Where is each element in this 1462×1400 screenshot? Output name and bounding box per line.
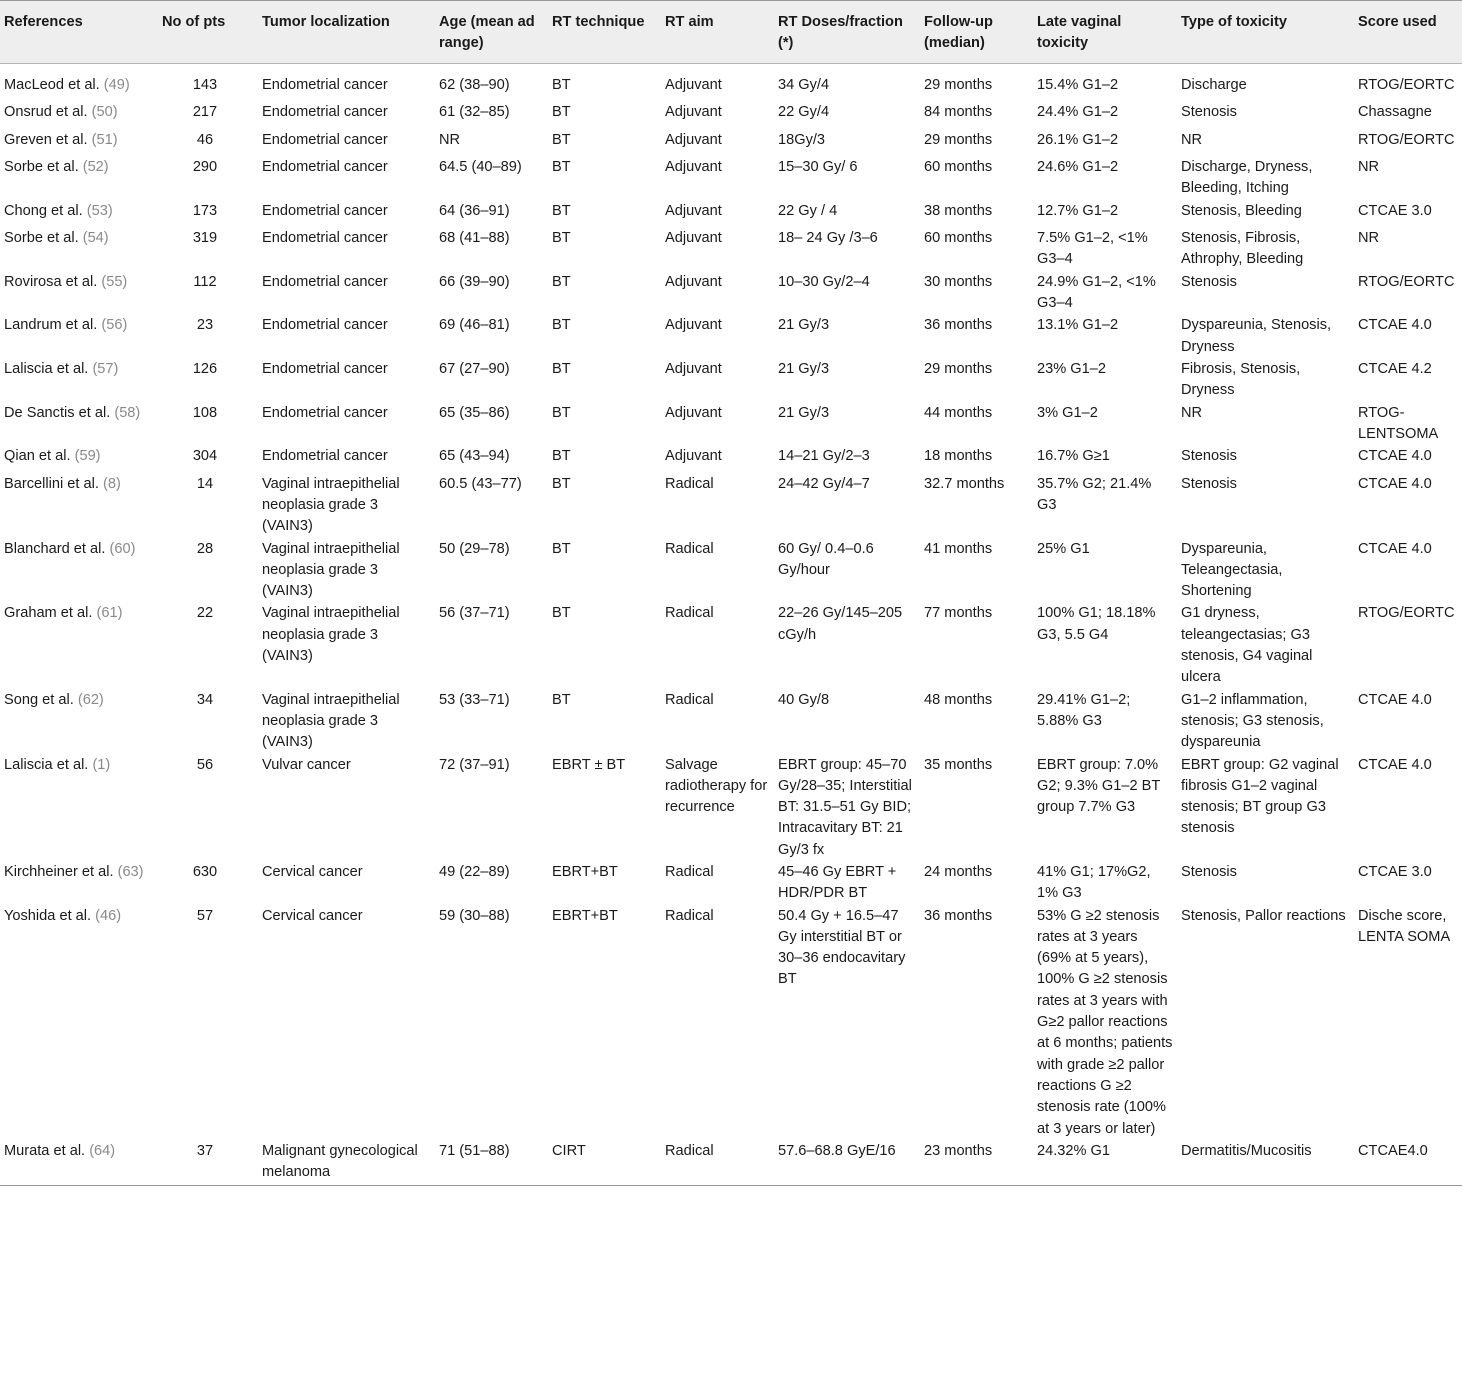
patients-cell: 173: [192, 202, 218, 219]
rt-doses-cell: 14–21 Gy/2–3: [778, 448, 870, 465]
rt-aim-cell: Radical: [665, 691, 714, 708]
toxicity-type-cell: Dyspareunia, Stenosis, Dryness: [1181, 317, 1332, 355]
late-toxicity-cell: 24.32% G1: [1033, 1140, 1177, 1186]
patients-cell: 22: [196, 605, 214, 622]
age-cell: 49 (22–89): [439, 864, 510, 880]
rt-technique-cell: BT: [552, 404, 571, 421]
reference-authors: Greven et al.: [4, 131, 88, 148]
score-cell: CTCAE 4.0: [1358, 540, 1432, 557]
score-cell: CTCAE 3.0: [1358, 202, 1432, 219]
patients-cell: 23: [196, 317, 214, 334]
patients-cell: 57: [196, 907, 214, 924]
reference-link[interactable]: (57): [92, 360, 119, 377]
reference-link[interactable]: (60): [109, 540, 136, 557]
reference-link[interactable]: (1): [92, 756, 111, 773]
reference-authors: Chong et al.: [4, 202, 83, 219]
score-cell: CTCAE4.0: [1354, 1140, 1462, 1186]
score-cell: RTOG/EORTC: [1358, 273, 1455, 290]
tumor-localization-cell: Vaginal intraepithelial neoplasia grade 3 (VAIN3): [262, 540, 400, 600]
tumor-localization-cell: Endometrial cancer: [262, 76, 388, 93]
rt-aim-cell: Adjuvant: [665, 76, 722, 93]
rt-doses-cell: 15–30 Gy/ 6: [778, 159, 858, 176]
age-cell: 65 (43–94): [439, 448, 510, 465]
age-cell: 50 (29–78): [439, 540, 510, 557]
reference-link[interactable]: (59): [74, 448, 101, 465]
late-toxicity-cell: 25% G1: [1037, 540, 1090, 557]
rt-aim-cell: Radical: [665, 605, 714, 622]
reference-link[interactable]: (55): [101, 273, 128, 290]
patients-cell: 37: [158, 1140, 258, 1186]
rt-technique-cell: BT: [552, 448, 571, 465]
reference-authors: Kirchheiner et al.: [4, 864, 114, 880]
table-row: [0, 861, 1462, 905]
follow-up-cell: 30 months: [924, 273, 993, 290]
toxicity-type-cell: NR: [1181, 131, 1203, 148]
rt-doses-cell: 21 Gy/3: [778, 404, 830, 421]
toxicity-type-cell: EBRT group: G2 vaginal fibrosis G1–2 vaginal stenosis; BT group G3 stenosis: [1181, 756, 1339, 837]
late-toxicity-cell: 15.4% G1–2: [1037, 76, 1119, 93]
table-row: [0, 445, 1462, 473]
table-header: [0, 1, 1462, 64]
rt-technique-cell: BT: [552, 104, 571, 121]
rt-technique-cell: BT: [552, 360, 571, 377]
reference-authors: Graham et al.: [4, 605, 93, 622]
tumor-localization-cell: Endometrial cancer: [262, 104, 388, 121]
header-late-vaginal-toxicity: Late vaginal toxicity: [1033, 1, 1177, 64]
age-cell: 53 (33–71): [439, 691, 510, 708]
table-row: [0, 129, 1462, 157]
table-body: [0, 63, 1462, 1186]
header-score-used: Score used: [1354, 1, 1462, 64]
rt-doses-cell: 60 Gy/ 0.4–0.6 Gy/hour: [778, 540, 874, 578]
reference-authors: Rovirosa et al.: [4, 273, 98, 290]
tumor-localization-cell: Endometrial cancer: [262, 404, 388, 421]
patients-cell: 14: [196, 475, 214, 492]
follow-up-cell: 60 months: [924, 159, 993, 176]
age-cell: NR: [439, 131, 461, 148]
reference-cell: [0, 689, 158, 754]
score-cell: NR: [1358, 230, 1380, 247]
rt-technique-cell: CIRT: [548, 1140, 661, 1186]
toxicity-type-cell: Stenosis: [1181, 448, 1237, 465]
late-toxicity-cell: 12.7% G1–2: [1037, 202, 1119, 219]
tumor-localization-cell: Cervical cancer: [262, 864, 363, 880]
reference-authors: Blanchard et al.: [4, 540, 106, 557]
rt-aim-cell: Adjuvant: [665, 202, 722, 219]
rt-technique-cell: BT: [552, 475, 571, 492]
follow-up-cell: 29 months: [924, 76, 993, 93]
follow-up-cell: 41 months: [924, 540, 993, 557]
tumor-localization-cell: Endometrial cancer: [262, 317, 388, 334]
toxicity-type-cell: Stenosis: [1181, 475, 1237, 492]
tumor-localization-cell: Endometrial cancer: [262, 360, 388, 377]
rt-doses-cell: 45–46 Gy EBRT + HDR/PDR BT: [778, 864, 897, 902]
table-row: [0, 101, 1462, 129]
score-cell: RTOG-LENTSOMA: [1358, 404, 1439, 442]
late-toxicity-cell: 41% G1; 17%G2, 1% G3: [1037, 864, 1151, 902]
rt-aim-cell: Adjuvant: [665, 360, 722, 377]
late-toxicity-cell: 100% G1; 18.18% G3, 5.5 G4: [1037, 605, 1156, 643]
age-cell: 66 (39–90): [439, 273, 510, 290]
table-row: [0, 271, 1462, 315]
header-no-of-pts: No of pts: [158, 1, 258, 64]
age-cell: 69 (46–81): [439, 317, 510, 334]
toxicity-type-cell: Fibrosis, Stenosis, Dryness: [1181, 360, 1301, 399]
header-rt-aim: RT aim: [661, 1, 774, 64]
reference-link[interactable]: (8): [102, 475, 121, 492]
age-cell: 60.5 (43–77): [439, 475, 522, 492]
rt-aim-cell: Radical: [661, 1140, 774, 1186]
rt-doses-cell: 18– 24 Gy /3–6: [778, 230, 878, 247]
follow-up-cell: 18 months: [924, 448, 993, 465]
score-cell: CTCAE 4.0: [1358, 448, 1432, 465]
follow-up-cell: 84 months: [924, 104, 993, 121]
reference-link[interactable]: (64): [89, 1142, 116, 1159]
toxicity-type-cell: Discharge, Dryness, Bleeding, Itching: [1181, 159, 1313, 197]
header-row: [0, 1, 1462, 64]
reference-authors: Sorbe et al.: [4, 230, 79, 247]
late-toxicity-cell: 53% G ≥2 stenosis rates at 3 years (69% at 5 years), 100% G ≥2 stenosis rates at 3 years with G≥2 pallor reactions at 6 months; patients with grade ≥2 pallor reactions G ≥2 stenosis rate (100% at 3 years or later): [1037, 907, 1173, 1137]
reference-link[interactable]: (56): [101, 317, 128, 334]
score-cell: CTCAE 4.0: [1358, 317, 1432, 334]
late-toxicity-cell: 16.7% G≥1: [1037, 448, 1110, 465]
table-row: [0, 156, 1462, 200]
toxicity-type-cell: Stenosis: [1181, 104, 1237, 121]
reference-cell: [0, 101, 158, 129]
tumor-localization-cell: Endometrial cancer: [262, 230, 388, 247]
toxicity-type-cell: Dyspareunia, Teleangectasia, Shortening: [1181, 540, 1283, 600]
rt-aim-cell: Radical: [665, 864, 714, 880]
score-cell: CTCAE 3.0: [1358, 864, 1432, 880]
reference-link[interactable]: (52): [82, 159, 109, 176]
reference-authors: Landrum et al.: [4, 317, 98, 334]
rt-aim-cell: Salvage radiotherapy for recurrence: [665, 756, 768, 816]
late-toxicity-cell: 26.1% G1–2: [1037, 131, 1119, 148]
follow-up-cell: 38 months: [924, 202, 993, 219]
header-tumor-localization: Tumor localization: [258, 1, 435, 64]
rt-technique-cell: BT: [552, 540, 571, 557]
patients-cell: 28: [196, 540, 214, 557]
score-cell: Chassagne: [1358, 104, 1432, 121]
toxicity-type-cell: Stenosis: [1181, 864, 1237, 880]
tumor-localization-cell: Vulvar cancer: [262, 756, 351, 773]
score-cell: RTOG/EORTC: [1358, 605, 1455, 622]
late-toxicity-cell: 13.1% G1–2: [1037, 317, 1119, 334]
rt-technique-cell: BT: [552, 691, 571, 708]
late-toxicity-cell: 23% G1–2: [1037, 360, 1106, 377]
patients-cell: 143: [192, 76, 218, 93]
patients-cell: 46: [196, 131, 214, 148]
age-cell: 65 (35–86): [439, 404, 510, 421]
reference-link[interactable]: (58): [114, 404, 141, 421]
follow-up-cell: 29 months: [924, 360, 993, 377]
reference-link[interactable]: (51): [91, 131, 118, 148]
score-cell: Dische score, LENTA SOMA: [1358, 907, 1451, 945]
reference-cell: [0, 227, 158, 271]
late-toxicity-cell: 24.4% G1–2: [1037, 104, 1119, 121]
age-cell: 59 (30–88): [439, 907, 510, 924]
table-row: [0, 200, 1462, 228]
score-cell: RTOG/EORTC: [1358, 131, 1455, 148]
rt-aim-cell: Radical: [665, 475, 714, 492]
rt-technique-cell: EBRT+BT: [552, 907, 618, 924]
rt-aim-cell: Adjuvant: [665, 404, 722, 421]
rt-technique-cell: BT: [552, 202, 571, 219]
reference-authors: De Sanctis et al.: [4, 404, 111, 421]
age-cell: 68 (41–88): [439, 230, 510, 247]
rt-technique-cell: BT: [552, 159, 571, 176]
reference-authors: Sorbe et al.: [4, 159, 79, 176]
reference-cell: [0, 905, 158, 1140]
follow-up-cell: 36 months: [924, 317, 993, 334]
reference-cell: [0, 861, 158, 905]
tumor-localization-cell: Endometrial cancer: [262, 159, 388, 176]
age-cell: 64.5 (40–89): [439, 159, 522, 176]
reference-link[interactable]: (61): [96, 605, 123, 622]
rt-technique-cell: BT: [552, 273, 571, 290]
rt-aim-cell: Adjuvant: [665, 448, 722, 465]
toxicity-type-cell: Stenosis: [1181, 273, 1237, 290]
tumor-localization-cell: Endometrial cancer: [262, 202, 388, 219]
follow-up-cell: 24 months: [924, 864, 993, 880]
tumor-localization-cell: Vaginal intraepithelial neoplasia grade 3 (VAIN3): [262, 475, 400, 535]
patients-cell: 56: [196, 756, 214, 773]
rt-doses-cell: 34 Gy/4: [778, 76, 830, 93]
tumor-localization-cell: Malignant gynecological melanoma: [258, 1140, 435, 1186]
rt-doses-cell: 10–30 Gy/2–4: [778, 273, 870, 290]
follow-up-cell: 44 months: [924, 404, 993, 421]
table-row: [0, 754, 1462, 861]
rt-technique-cell: EBRT+BT: [552, 864, 618, 880]
toxicity-type-cell: G1–2 inflammation, stenosis; G3 stenosis, dyspareunia: [1181, 691, 1324, 751]
age-cell: 71 (51–88): [435, 1140, 548, 1186]
reference-cell: [0, 473, 158, 538]
follow-up-cell: 29 months: [924, 131, 993, 148]
reference-link[interactable]: (49): [103, 76, 130, 93]
rt-doses-cell: 18Gy/3: [778, 131, 826, 148]
header-age: Age (mean ad range): [435, 1, 548, 64]
follow-up-cell: 35 months: [924, 756, 993, 773]
follow-up-cell: 23 months: [920, 1140, 1033, 1186]
header-follow-up: Follow-up (median): [920, 1, 1033, 64]
reference-link[interactable]: (46): [95, 907, 122, 924]
table-row: [0, 314, 1462, 358]
reference-authors: Onsrud et al.: [4, 104, 88, 121]
header-references: References: [0, 1, 158, 64]
patients-cell: 108: [192, 404, 218, 421]
reference-authors: Barcellini et al.: [4, 475, 99, 492]
reference-authors: Laliscia et al.: [4, 360, 89, 377]
patients-cell: 304: [192, 448, 218, 465]
table-row: [0, 538, 1462, 603]
toxicity-type-cell: G1 dryness, teleangectasias; G3 stenosis, G4 vaginal ulcera: [1181, 605, 1313, 686]
score-cell: NR: [1358, 159, 1380, 176]
late-toxicity-cell: 24.6% G1–2: [1037, 159, 1119, 176]
rt-doses-cell: 22 Gy/4: [778, 104, 830, 121]
rt-technique-cell: BT: [552, 605, 571, 622]
rt-aim-cell: Radical: [665, 540, 714, 557]
rt-aim-cell: Adjuvant: [665, 230, 722, 247]
header-rt-technique: RT technique: [548, 1, 661, 64]
reference-cell: [0, 156, 158, 200]
reference-authors: Laliscia et al.: [4, 756, 89, 773]
rt-doses-cell: 50.4 Gy + 16.5–47 Gy interstitial BT or 30–36 endocavitary BT: [778, 907, 906, 988]
reference-cell: [0, 402, 158, 446]
patients-cell: 319: [192, 230, 218, 247]
late-toxicity-cell: EBRT group: 7.0% G2; 9.3% G1–2 BT group 7.7% G3: [1037, 756, 1161, 816]
rt-doses-cell: 40 Gy/8: [778, 691, 830, 708]
reference-cell: [0, 314, 158, 358]
toxicity-type-cell: Stenosis, Bleeding: [1181, 202, 1302, 219]
rt-doses-cell: 21 Gy/3: [778, 317, 830, 334]
toxicity-type-cell: Stenosis, Fibrosis, Athrophy, Bleeding: [1181, 230, 1304, 268]
table-row: [0, 905, 1462, 1140]
age-cell: 67 (27–90): [439, 360, 510, 377]
table-row: [0, 473, 1462, 538]
tumor-localization-cell: Endometrial cancer: [262, 131, 388, 148]
rt-aim-cell: Adjuvant: [665, 104, 722, 121]
reference-link[interactable]: (53): [86, 202, 113, 219]
follow-up-cell: 36 months: [924, 907, 993, 924]
reference-cell: [0, 538, 158, 603]
score-cell: CTCAE 4.0: [1358, 475, 1432, 492]
rt-technique-cell: BT: [552, 317, 571, 334]
rt-doses-cell: 22–26 Gy/145–205 cGy/h: [778, 605, 903, 643]
follow-up-cell: 48 months: [924, 691, 993, 708]
rt-aim-cell: Adjuvant: [665, 159, 722, 176]
table-row: [0, 689, 1462, 754]
patients-cell: 217: [192, 104, 218, 121]
late-toxicity-cell: 35.7% G2; 21.4% G3: [1037, 475, 1152, 513]
toxicity-type-cell: Dermatitis/Mucositis: [1177, 1140, 1354, 1186]
reference-link[interactable]: (62): [77, 691, 104, 708]
toxicity-type-cell: NR: [1181, 404, 1203, 421]
reference-authors: Yoshida et al.: [4, 907, 92, 924]
score-cell: RTOG/EORTC: [1358, 76, 1455, 93]
rt-aim-cell: Radical: [665, 907, 714, 924]
score-cell: CTCAE 4.0: [1358, 691, 1432, 708]
header-rt-doses: RT Doses/fraction (*): [774, 1, 920, 64]
score-cell: CTCAE 4.2: [1358, 360, 1432, 377]
score-cell: CTCAE 4.0: [1358, 756, 1432, 773]
table-row: [0, 1140, 1462, 1186]
rt-aim-cell: Adjuvant: [665, 273, 722, 290]
reference-cell: [0, 602, 158, 688]
reference-cell: [0, 445, 158, 473]
patients-cell: 126: [192, 360, 218, 377]
table-row: [0, 358, 1462, 402]
table-row: [0, 63, 1462, 101]
reference-cell: [0, 358, 158, 402]
reference-link[interactable]: (63): [117, 864, 144, 880]
follow-up-cell: 32.7 months: [924, 475, 1005, 492]
rt-doses-cell: 22 Gy / 4: [778, 202, 838, 219]
rt-doses-cell: 24–42 Gy/4–7: [778, 475, 870, 492]
reference-authors: MacLeod et al.: [4, 76, 100, 93]
table-row: [0, 402, 1462, 446]
patients-cell: 112: [193, 273, 217, 290]
tumor-localization-cell: Cervical cancer: [262, 907, 363, 924]
rt-doses-cell: 21 Gy/3: [778, 360, 830, 377]
patients-cell: 290: [192, 159, 218, 176]
age-cell: 64 (36–91): [439, 202, 510, 219]
follow-up-cell: 60 months: [924, 230, 993, 247]
tumor-localization-cell: Vaginal intraepithelial neoplasia grade 3 (VAIN3): [262, 691, 400, 751]
reference-cell: [0, 271, 158, 315]
rt-doses-cell: EBRT group: 45–70 Gy/28–35; Interstitial BT: 31.5–51 Gy BID; Intracavitary BT: 21 Gy/3 fx: [778, 756, 912, 858]
tumor-localization-cell: Vaginal intraepithelial neoplasia grade 3 (VAIN3): [262, 605, 400, 665]
age-cell: 61 (32–85): [439, 104, 510, 121]
reference-link[interactable]: (50): [91, 104, 118, 121]
reference-authors: Qian et al.: [4, 448, 71, 465]
table-row: [0, 227, 1462, 271]
late-toxicity-cell: 24.9% G1–2, <1% G3–4: [1037, 273, 1156, 312]
rt-technique-cell: EBRT ± BT: [552, 756, 626, 773]
reference-authors: Murata et al.: [4, 1142, 86, 1159]
tumor-localization-cell: Endometrial cancer: [262, 448, 388, 465]
age-cell: 72 (37–91): [439, 756, 510, 773]
rt-aim-cell: Adjuvant: [665, 131, 722, 148]
reference-authors: Song et al.: [4, 691, 74, 708]
tumor-localization-cell: Endometrial cancer: [262, 273, 388, 290]
rt-technique-cell: BT: [552, 131, 571, 148]
late-toxicity-cell: 3% G1–2: [1037, 404, 1098, 421]
toxicity-type-cell: Stenosis, Pallor reactions: [1181, 907, 1346, 924]
header-type-of-toxicity: Type of toxicity: [1177, 1, 1354, 64]
toxicity-type-cell: Discharge: [1181, 76, 1247, 93]
reference-cell: [0, 1140, 158, 1186]
follow-up-cell: 77 months: [924, 605, 993, 622]
patients-cell: 630: [192, 864, 218, 880]
patients-cell: 34: [196, 691, 214, 708]
reference-cell: [0, 754, 158, 861]
rt-technique-cell: BT: [552, 76, 571, 93]
rt-aim-cell: Adjuvant: [665, 317, 722, 334]
late-toxicity-cell: 7.5% G1–2, <1% G3–4: [1037, 230, 1148, 268]
rt-technique-cell: BT: [552, 230, 571, 247]
reference-cell: [0, 129, 158, 157]
rt-doses-cell: 57.6–68.8 GyE/16: [774, 1140, 920, 1186]
table-row: [0, 602, 1462, 688]
reference-link[interactable]: (54): [82, 230, 109, 247]
late-toxicity-cell: 29.41% G1–2; 5.88% G3: [1037, 691, 1131, 729]
reference-cell: [0, 200, 158, 228]
reference-cell: [0, 63, 158, 101]
age-cell: 56 (37–71): [439, 605, 510, 622]
age-cell: 62 (38–90): [439, 76, 510, 93]
